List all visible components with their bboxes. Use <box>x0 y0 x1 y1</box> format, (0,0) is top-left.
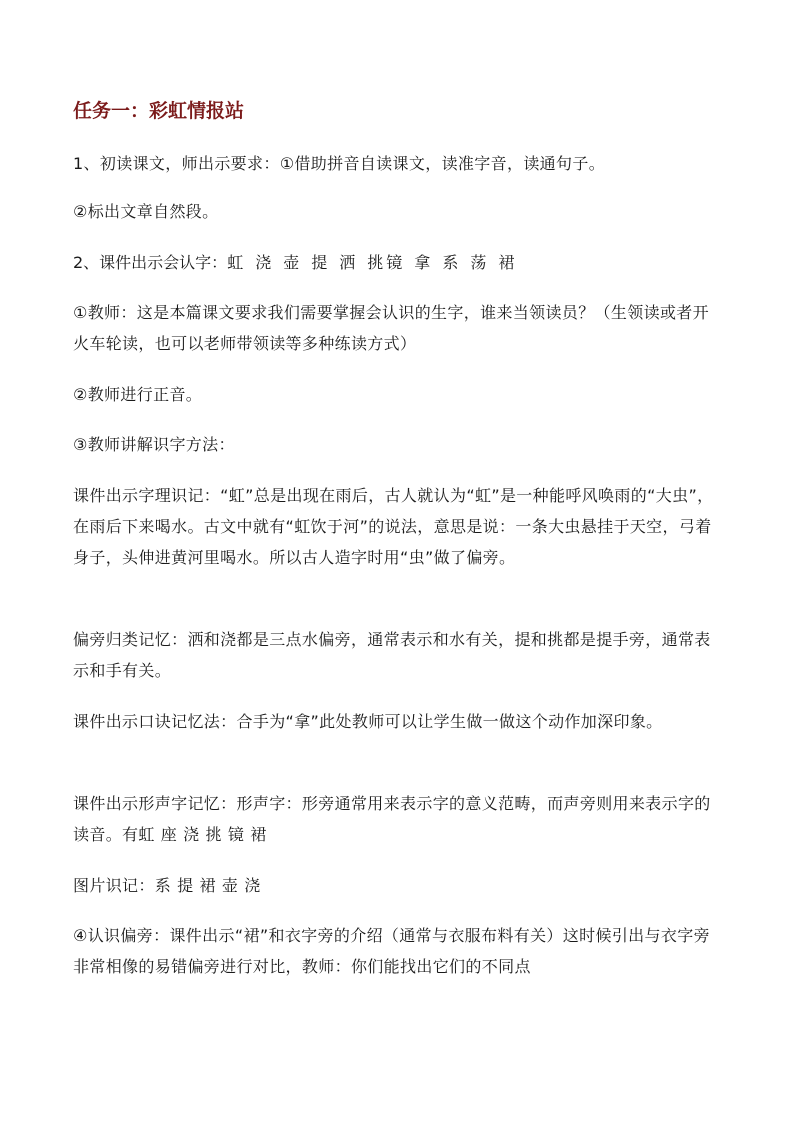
paragraph-etymology: 课件出示字理识记：“虹”总是出现在雨后，古人就认为“虹”是一种能呼风唤雨的“大虫”，在雨后下来喝水。古文中就有“虹饮于河”的说法，意思是说：一条大虫悬挂于天空，弓着身子，头伸进黄河里喝水。所以古人造字时用“虫”做了偏旁。 <box>73 486 714 567</box>
paragraph-teacher-intro: ①教师：这是本篇课文要求我们需要掌握会认识的生字，谁来当领读员？（生领读或者开火车轮读，也可以老师带领读等多种练读方式） <box>73 303 709 353</box>
character-item: 洒 <box>339 253 356 272</box>
picture-recognition-prefix: 图片识记： <box>73 876 155 895</box>
character-item: 虹 <box>227 253 244 272</box>
character-item: 荡 <box>470 253 487 272</box>
character-item: 系 <box>154 876 172 895</box>
character-item: 拿 <box>414 253 431 272</box>
paragraph-picture-recognition <box>73 870 718 901</box>
paragraph-radical-comparison: ④认识偏旁：课件出示“裙”和衣字旁的介绍（通常与衣服布料有关）这时候引出与衣字旁非常相像的易错偏旁进行对比，教师：你们能找出它们的不同点 <box>73 926 710 976</box>
character-item: 挑 <box>205 825 222 844</box>
character-item: 镜 <box>227 825 245 844</box>
character-item: 浇 <box>183 825 200 844</box>
paragraph-pronunciation: ②教师进行正音。 <box>73 385 203 404</box>
paragraph-character-list <box>73 247 526 278</box>
paragraph-radical-grouping: 偏旁归类记忆：洒和浇都是三点水偏旁，通常表示和水有关，提和挑都是提手旁，通常表示和手有关。 <box>73 630 711 680</box>
character-item: 座 <box>160 825 178 844</box>
paragraph-method-heading: ③教师讲解识字方法： <box>73 435 235 454</box>
character-item: 提 <box>311 253 328 272</box>
section-heading: 任务一：彩虹情报站 <box>73 100 245 122</box>
character-item: 挑 <box>367 253 384 272</box>
character-item: 镜 <box>386 253 403 272</box>
character-item: 浇 <box>255 253 272 272</box>
phonetic-compound-text: 课件出示形声字记忆：形声字：形旁通常用来表示字的意义范畴，而声旁则用来表示字的读音。有 <box>73 794 711 844</box>
character-item: 系 <box>442 253 459 272</box>
character-item: 虹 <box>138 825 155 844</box>
character-item: 壶 <box>221 876 239 895</box>
character-item: 裙 <box>498 253 515 272</box>
paragraph-mark-paragraphs: ②标出文章自然段。 <box>73 202 219 221</box>
character-item: 提 <box>177 876 194 895</box>
character-list-prefix: 2、课件出示会认字： <box>73 253 228 272</box>
character-item: 裙 <box>199 876 216 895</box>
paragraph-first-reading: 1、初读课文，师出示要求：①借助拼音自读课文，读准字音，读通句子。 <box>73 154 606 173</box>
character-item: 浇 <box>244 876 261 895</box>
paragraph-mnemonic: 课件出示口诀记忆法：合手为“拿”此处教师可以让学生做一做这个动作加深印象。 <box>73 712 663 731</box>
paragraph-phonetic-compound <box>73 788 718 850</box>
character-item: 壶 <box>283 253 300 272</box>
character-item: 裙 <box>250 825 267 844</box>
